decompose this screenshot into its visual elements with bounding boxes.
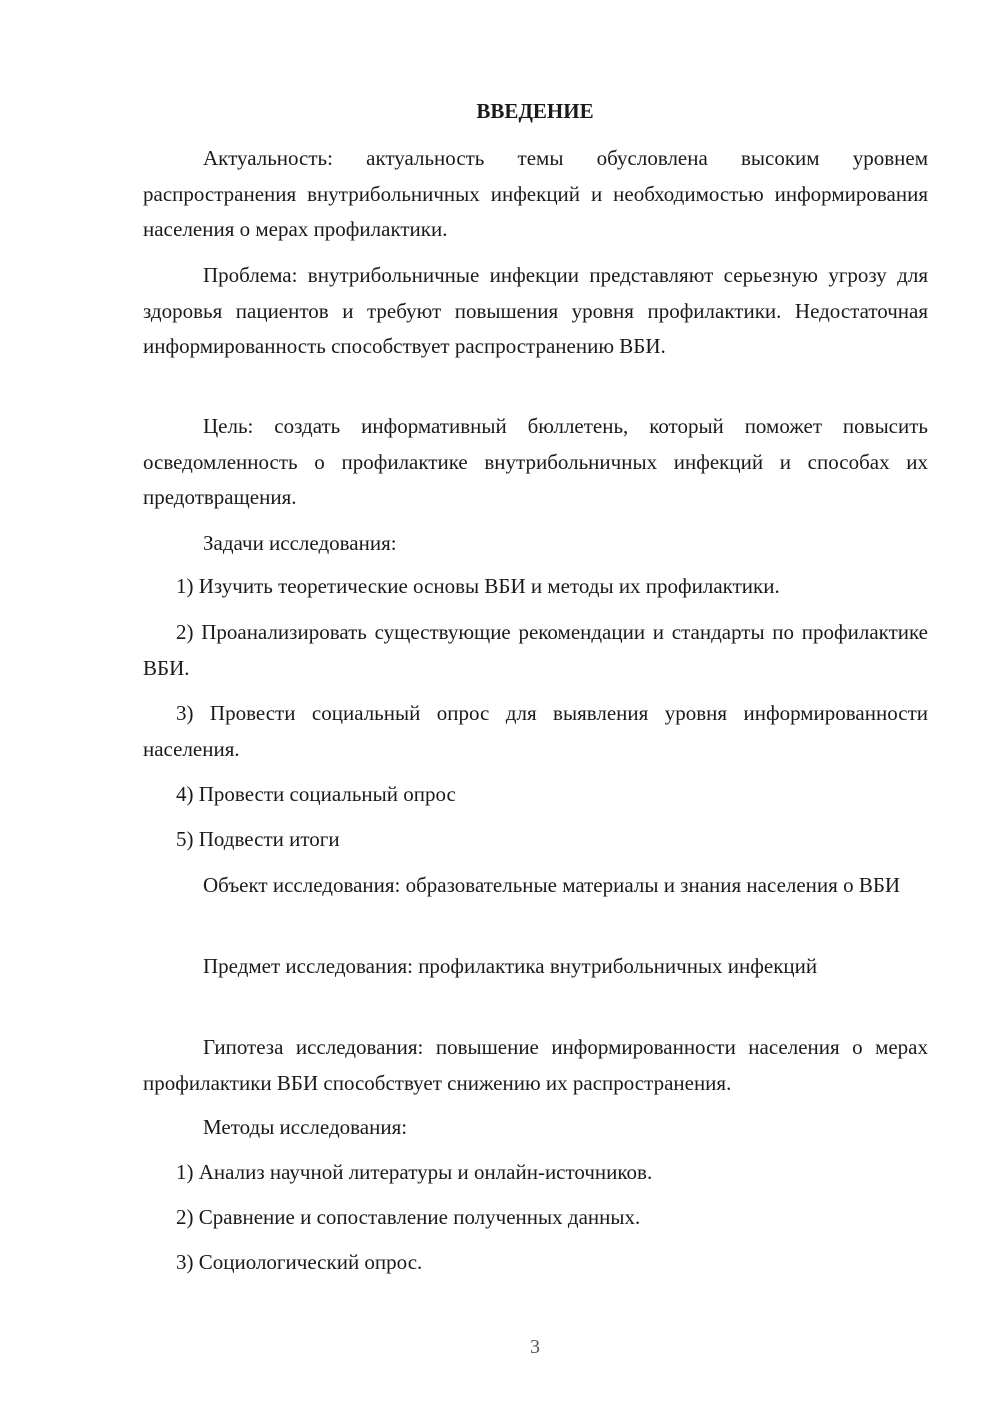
- tasks-heading: Задачи исследования:: [203, 531, 397, 555]
- relevance-paragraph: Актуальность: актуальность темы обусловлена высоким уровнем распространения внутрибольничных инфекций и необходимостью информирования населения о мерах профилактики.: [143, 146, 928, 241]
- page-number: 3: [530, 1336, 540, 1358]
- problem-paragraph: Проблема: внутрибольничные инфекции представляют серьезную угрозу для здоровья пациентов и требуют повышения уровня профилактики. Недостаточная информированность способствует распространению ВБИ.: [143, 263, 928, 358]
- method-item-3: 3) Социологический опрос.: [176, 1250, 423, 1274]
- methods-heading: Методы исследования:: [203, 1115, 408, 1139]
- task-item-1: 1) Изучить теоретические основы ВБИ и методы их профилактики.: [176, 574, 780, 598]
- method-item-2: 2) Сравнение и сопоставление полученных данных.: [176, 1205, 641, 1229]
- subject-paragraph: Предмет исследования: профилактика внутрибольничных инфекций: [203, 954, 818, 978]
- task-item-5: 5) Подвести итоги: [176, 827, 340, 851]
- method-item-1: 1) Анализ научной литературы и онлайн-источников.: [176, 1160, 653, 1184]
- task-item-3: 3) Провести социальный опрос для выявления уровня информированности населения.: [143, 701, 928, 761]
- goal-paragraph: Цель: создать информативный бюллетень, который поможет повысить осведомленность о профилактике внутрибольничных инфекций и способах их предотвращения.: [143, 414, 928, 509]
- task-item-2: 2) Проанализировать существующие рекомендации и стандарты по профилактике ВБИ.: [143, 620, 928, 680]
- section-title: ВВЕДЕНИЕ: [476, 99, 594, 123]
- task-item-4: 4) Провести социальный опрос: [176, 782, 456, 806]
- hypothesis-paragraph: Гипотеза исследования: повышение информированности населения о мерах профилактики ВБИ способствует снижению их распространения.: [143, 1035, 928, 1095]
- object-paragraph: Объект исследования: образовательные материалы и знания населения о ВБИ: [203, 873, 901, 897]
